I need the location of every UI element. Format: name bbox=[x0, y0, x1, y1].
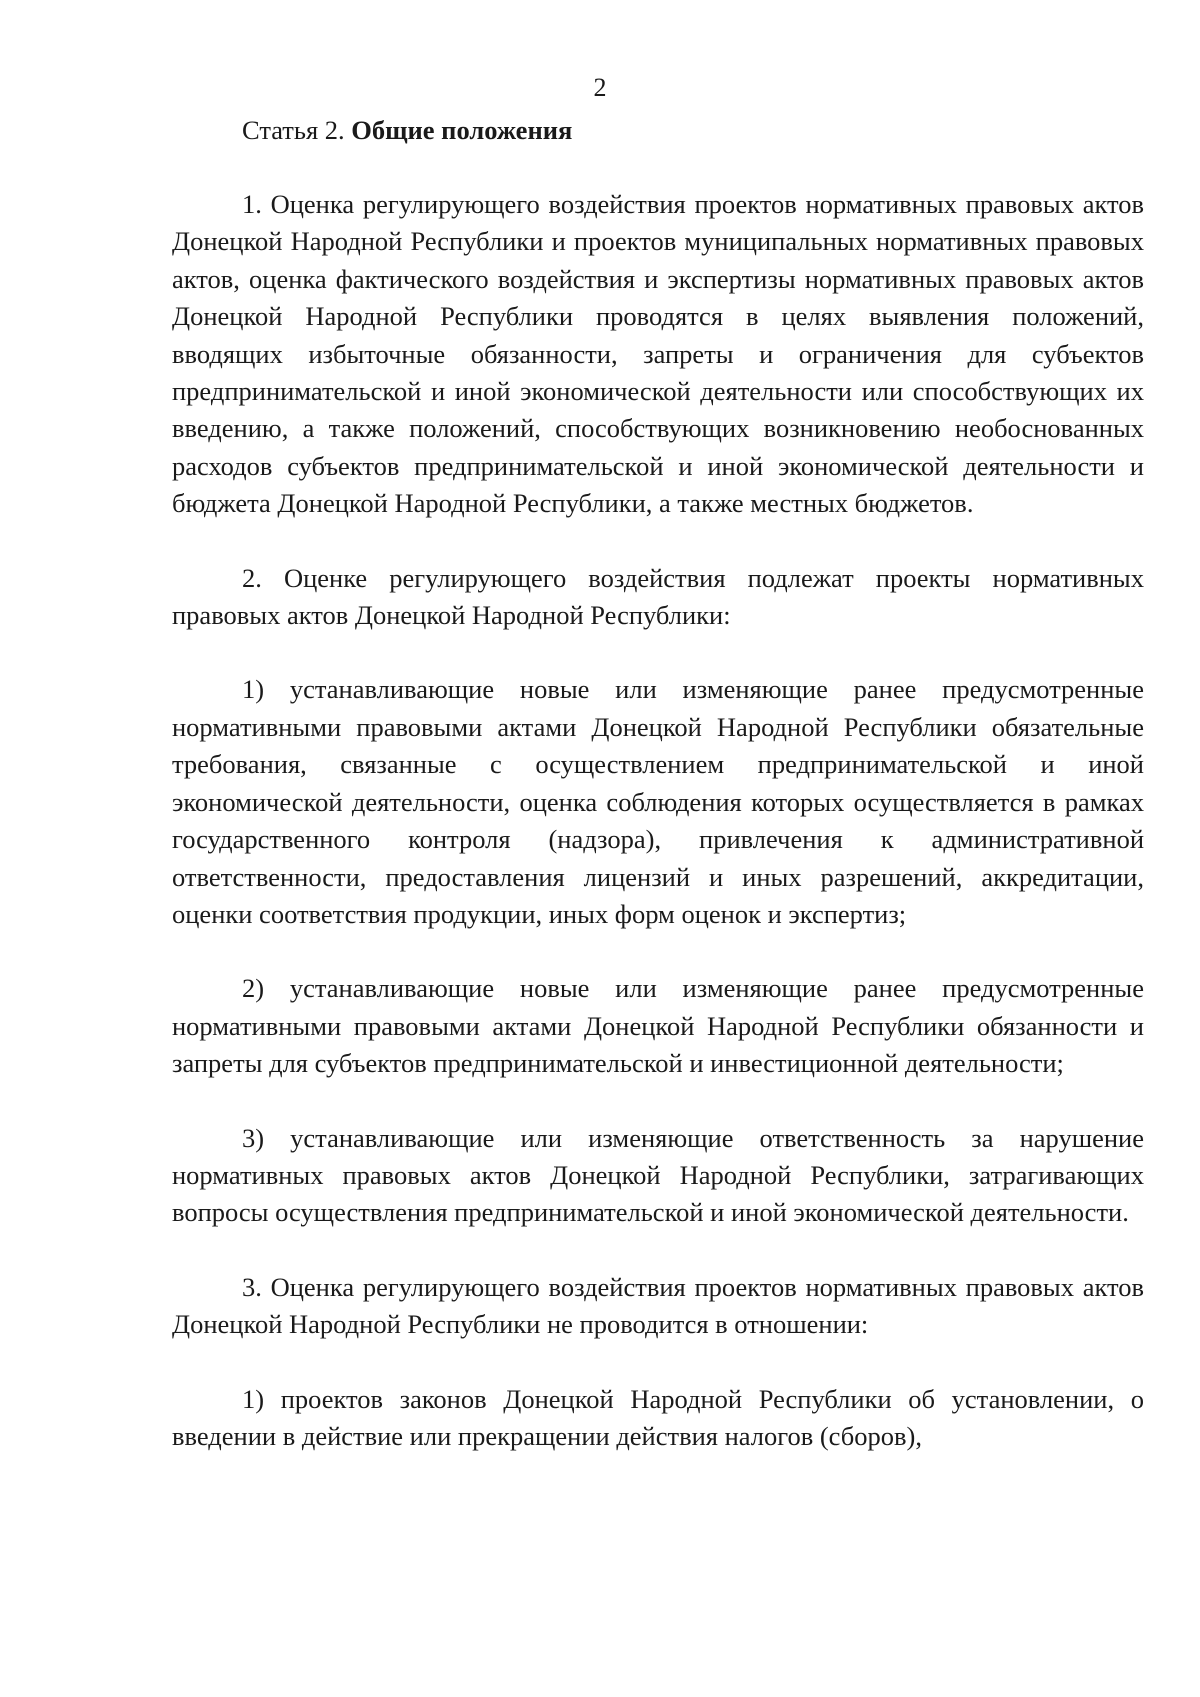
paragraph-3-item-1: 1) проектов законов Донецкой Народной Республики об установлении, о введении в действие или прекращении действия налогов (сборов), bbox=[172, 1383, 1144, 1451]
page-number: 2 bbox=[593, 73, 607, 102]
paragraph-2-item-2: 2) устанавливающие новые или изменяющие ранее предусмотренные нормативными правовыми актами Донецкой Народной Республики обязанности и запреты для субъектов предпринимательской и инвестиционной деятельности; bbox=[172, 973, 1144, 1079]
article-title: Общие положения bbox=[351, 115, 573, 145]
paragraph-2-item-3: 3) устанавливающие или изменяющие ответственность за нарушение нормативных правовых актов Донецкой Народной Республики, затрагивающих вопросы осуществления предпринимательской и иной экономической деятельности. bbox=[172, 1122, 1144, 1228]
paragraph-2-item-1: 1) устанавливающие новые или изменяющие ранее предусмотренные нормативными правовыми актами Донецкой Народной Республики обязательные требования, связанные с осуществлением предпринимательской и иной экономической деятельности, оценка соблюдения которых осуществляется в рамках государственного контроля (надзора), привлечения к административной ответственности, предоставления лицензий и иных разрешений, аккредитации, оценки соответствия продукции, иных форм оценок и экспертиз; bbox=[172, 674, 1144, 929]
document-body bbox=[172, 112, 1144, 1455]
paragraph-3: 3. Оценка регулирующего воздействия проектов нормативных правовых актов Донецкой Народной Республики не проводится в отношении: bbox=[172, 1271, 1144, 1340]
paragraph-1: 1. Оценка регулирующего воздействия проектов нормативных правовых актов Донецкой Народной Республики и проектов муниципальных нормативных правовых актов, оценка фактического воздействия и экспертизы нормативных правовых актов Донецкой Народной Республики проводятся в целях выявления положений, вводящих избыточные обязанности, запреты и ограничения для субъектов предпринимательской и иной экономической деятельности или способствующих их введению, а также положений, способствующих возникновению необоснованных расходов субъектов предпринимательской и иной экономической деятельности и бюджета Донецкой Народной Республики, а также местных бюджетов. bbox=[172, 189, 1144, 519]
article-label: Статья 2. bbox=[242, 115, 345, 145]
article-heading bbox=[172, 112, 1144, 149]
paragraph-2: 2. Оценке регулирующего воздействия подлежат проекты нормативных правовых актов Донецкой Народной Республики: bbox=[172, 562, 1144, 631]
